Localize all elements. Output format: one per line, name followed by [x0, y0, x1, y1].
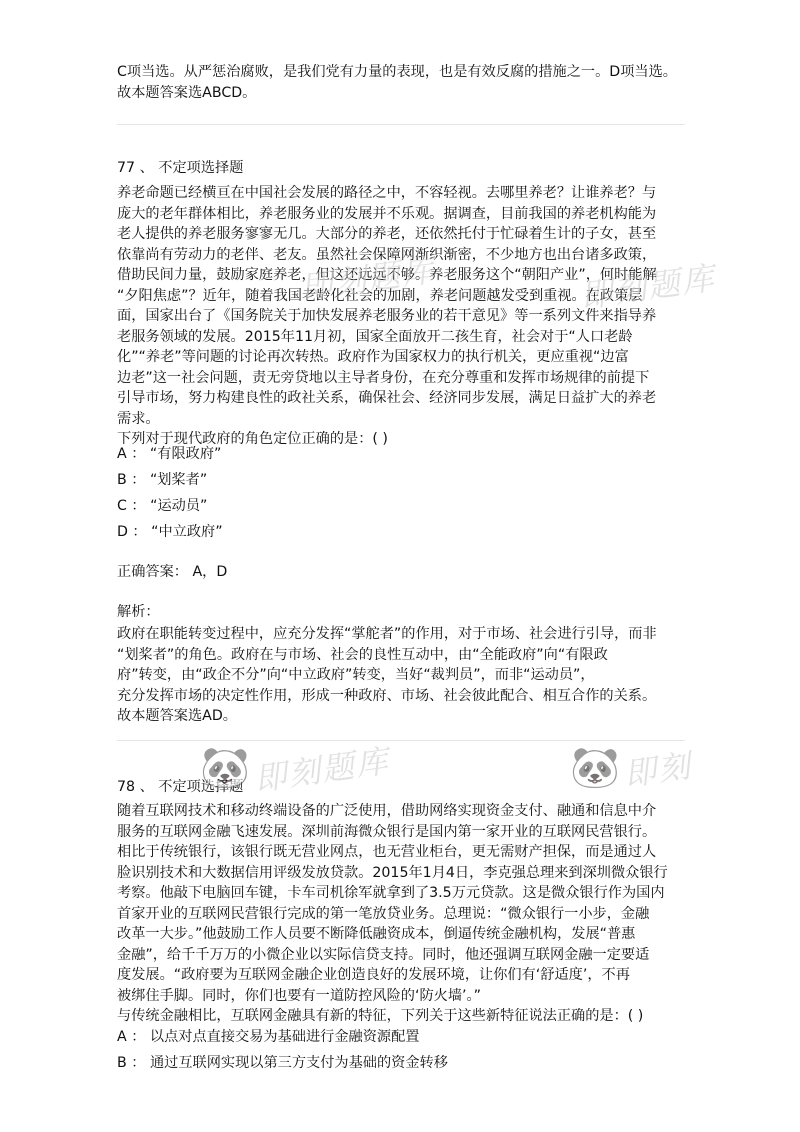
panda-icon: 🐼 — [200, 745, 250, 791]
text-line: 化”“养老”等问题的讨论再次转热。政府作为国家权力的执行机关，更应重视“边富 — [117, 349, 629, 365]
text-line: 故本题答案选AD。 — [117, 708, 237, 724]
text-line: 政府在职能转变过程中，应充分发挥“掌舵者”的作用，对于市场、社会进行引导，而非 — [117, 626, 657, 642]
text-line: 故本题答案选ABCD。 — [117, 84, 257, 101]
text-line: 养老命题已经横亘在中国社会发展的路径之中，不容轻视。去哪里养老？让谁养老？与 — [117, 185, 657, 201]
text-line: 改革一大步。”他鼓励工作人员要不断降低融资成本，倒逼传统金融机构，发展“普惠 — [117, 926, 636, 942]
text-line: C项当选。从严惩治腐败，是我们党有力量的表现，也是有效反腐的措施之一。D项当选。 — [117, 64, 677, 80]
option-a: A ： 以点对点直接交易为基础进行金融资源配置 — [117, 1029, 420, 1045]
divider — [117, 124, 685, 125]
text-line: 依靠尚有劳动力的老伴、老友。虽然社会保障网渐织渐密，不少地方也出台诸多政策， — [117, 246, 657, 263]
text-line: 被绑住手脚。同时，你们也要有一道防控风险的‘防火墙’。” — [117, 987, 481, 1004]
prev-analysis-tail — [117, 62, 687, 103]
question-78-header: 78 、 不定项选择题 — [117, 779, 244, 795]
correct-answer: 正确答案： A，D — [117, 564, 228, 580]
text-line: 需求。 — [117, 410, 160, 427]
question-prompt: 与传统金融相比，互联网金融具有新的特征，下列关于这些新特征说法正确的是：( ) — [117, 1008, 644, 1024]
question-78-stem — [117, 801, 687, 1027]
question-prompt: 下列对于现代政府的角色定位正确的是：( ) — [117, 431, 388, 447]
text-line: 引导市场，努力构建良性的政社关系，确保社会、经济同步发展，满足日益扩大的养老 — [117, 390, 657, 406]
text-line: 首家开业的互联网民营银行完成的第一笔放贷业务。总理说：“微众银行一小步，金融 — [117, 905, 650, 922]
text-line: 脸识别技术和大数据信用评级发放贷款。2015年1月4日，李克强总理来到深圳微众银行 — [117, 864, 668, 881]
text-line: 金融”，给千千万万的小微企业以实际信贷支持。同时，他还强调互联网金融一定要适 — [117, 946, 650, 963]
question-77-header: 77 、 不定项选择题 — [117, 160, 244, 176]
text-line: 考察。他敲下电脑回车键，卡车司机徐军就拿到了3.5万元贷款。这是微众银行作为国内 — [117, 885, 665, 901]
text-line: 老服务领域的发展。2015年11月初，国家全面放开二孩生育，社会对于“人口老龄 — [117, 328, 633, 345]
text-line: 府”转变，由“政企不分”向“中立政府”转变，当好“裁判员”，而非“运动员”， — [117, 667, 595, 683]
text-line: “划桨者”的角色。政府在与市场、社会的良性互动中，由“全能政府”向“有限政 — [117, 646, 608, 663]
panda-icon: 🐼 — [570, 745, 620, 791]
option-c: C ： “运动员” — [117, 498, 208, 514]
text-line: “夕阳焦虑”？近年，随着我国老龄化社会的加剧，养老问题越发受到重视。在政策层 — [117, 287, 643, 304]
text-line: 庞大的老年群体相比，养老服务业的发展并不乐观。据调查，目前我国的养老机构能为 — [117, 205, 657, 222]
text-line: 服务的互联网金融飞速发展。深圳前海微众银行是国内第一家开业的互联网民营银行。 — [117, 823, 657, 840]
text-line: 借助民间力量，鼓励家庭养老，但这还远远不够。养老服务这个“朝阳产业”，何时能解 — [117, 267, 657, 283]
option-d: D ： “中立政府” — [117, 524, 223, 540]
text-line: 面，国家出台了《国务院关于加快发展养老服务业的若干意见》等一系列文件来指导养 — [117, 308, 657, 324]
text-line: 度发展。“政府要为互联网金融企业创造良好的发展环境，让你们有‘舒适度’，不再 — [117, 967, 630, 983]
question-77-analysis — [117, 624, 687, 727]
text-line: 老人提供的养老服务寥寥无几。大部分的养老，还依然托付于忙碌着生计的子女，甚至 — [117, 226, 657, 242]
watermark: 🐼 即刻 — [570, 745, 695, 794]
watermark: 🐼 即刻题库 — [200, 741, 393, 799]
text-line: 相比于传统银行，该银行既无营业网点，也无营业柜台，更无需财产担保，而是通过人 — [117, 844, 657, 860]
watermark: 即刻题库 — [578, 258, 718, 316]
watermark: 即刻题库 — [298, 250, 438, 308]
option-b: B ： 通过互联网实现以第三方支付为基础的资金转移 — [117, 1055, 448, 1071]
option-a: A ： “有限政府” — [117, 446, 222, 462]
text-line: 边老”这一社会问题，责无旁贷地以主导者身份，在充分尊重和发挥市场规律的前提下 — [117, 369, 650, 386]
text-line: 充分发挥市场的决定性作用，形成一种政府、市场、社会彼此配合、相互合作的关系。 — [117, 687, 657, 704]
divider — [117, 740, 685, 741]
question-77-stem — [117, 183, 687, 450]
option-b: B ： “划桨者” — [117, 472, 208, 488]
analysis-label: 解析： — [117, 604, 160, 620]
text-line: 随着互联网技术和移动终端设备的广泛使用，借助网络实现资金支付、融通和信息中介 — [117, 803, 657, 819]
